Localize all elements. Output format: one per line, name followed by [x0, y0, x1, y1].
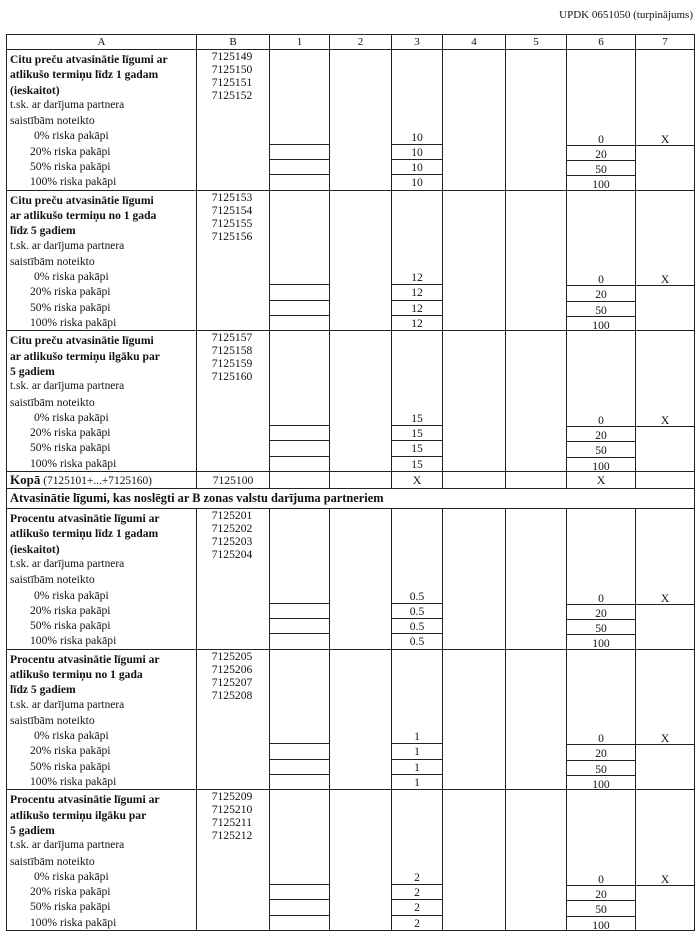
section-description	[7, 790, 197, 931]
row-code: 7125151	[211, 76, 253, 89]
risk-weight-value: 15	[411, 457, 423, 471]
risk-weight-value: 12	[411, 286, 423, 300]
total-col-5[interactable]	[506, 472, 567, 489]
row-divider	[392, 884, 442, 885]
row-divider	[636, 604, 694, 605]
col-header-6: 6	[567, 35, 636, 50]
total-col-7[interactable]	[636, 472, 695, 489]
row-divider	[270, 884, 329, 885]
sections_2-section-0	[7, 509, 695, 650]
sections_1-section-2	[7, 331, 695, 472]
section-description	[7, 509, 197, 650]
col-1-cell[interactable]	[270, 509, 330, 650]
risk-percent-value: 20	[595, 888, 607, 902]
section-title-line: Citu preču atvasinātie līgumi	[10, 193, 154, 207]
row-divider	[270, 899, 329, 900]
risk-label-50: 50% riska pakāpi	[30, 900, 111, 914]
risk-percent-value: 100	[592, 918, 610, 932]
col-3-cell	[392, 190, 443, 331]
section-description	[7, 649, 197, 790]
row-divider	[567, 775, 635, 776]
risk-label-20: 20% riska pakāpi	[30, 885, 111, 899]
section-title-line: līdz 5 gadiem	[10, 224, 76, 238]
risk-label-100: 100% riska pakāpi	[30, 175, 117, 189]
col-6-cell	[567, 509, 636, 650]
risk-label-100: 100% riska pakāpi	[30, 316, 117, 330]
row-divider	[567, 760, 635, 761]
row-code: 7125207	[211, 675, 253, 689]
risk-percent-value: 50	[595, 444, 607, 458]
risk-percent-value: 0	[598, 732, 604, 746]
row-divider	[270, 159, 329, 160]
total-col-2[interactable]	[330, 472, 392, 489]
risk-percent-value: 100	[592, 319, 610, 333]
risk-label-0: 0% riska pakāpi	[34, 129, 109, 143]
derivatives-table	[6, 34, 695, 931]
col-7-cell	[636, 790, 695, 931]
row-divider	[567, 441, 635, 442]
col-6-cell	[567, 331, 636, 472]
col-4-cell[interactable]	[443, 331, 506, 472]
row-code: 7125157	[211, 331, 253, 345]
total-col-6: X	[567, 472, 636, 489]
row-divider	[636, 426, 694, 427]
col-header-1: 1	[270, 35, 330, 50]
total-label-cell	[7, 472, 197, 489]
not-applicable-mark: X	[660, 591, 670, 605]
section-title-line: ar atlikušo termiņu ilgāku par	[10, 349, 160, 363]
risk-weight-value: 0.5	[409, 620, 425, 634]
sections_2-section-1	[7, 649, 695, 790]
row-divider	[567, 285, 635, 286]
risk-percent-value: 0	[598, 132, 604, 146]
risk-label-50: 50% riska pakāpi	[30, 441, 111, 455]
not-applicable-mark: X	[660, 413, 670, 427]
risk-percent-value: 50	[595, 303, 607, 317]
section-title-line: Citu preču atvasinātie līgumi ar	[10, 53, 168, 66]
row-divider	[567, 900, 635, 901]
col-2-cell[interactable]	[330, 509, 392, 650]
row-divider	[270, 300, 329, 301]
risk-weight-value: 12	[411, 301, 423, 315]
row-code: 7125152	[211, 89, 253, 102]
column-header-row	[7, 35, 695, 50]
section-title-line: (ieskaitot)	[10, 83, 60, 97]
risk-percent-value: 20	[595, 147, 607, 161]
total-col-3: X	[392, 472, 443, 489]
section-title-line: līdz 5 gadiem	[10, 683, 76, 697]
row-code: 7125212	[211, 829, 253, 843]
col-5-cell[interactable]	[506, 509, 567, 650]
col-5-cell[interactable]	[506, 190, 567, 331]
col-header-3: 3	[392, 35, 443, 50]
sections_1-section-1	[7, 190, 695, 331]
risk-percent-value: 50	[595, 762, 607, 776]
risk-percent-value: 0	[598, 872, 604, 886]
subtitle-line: t.sk. ar darījuma partnera	[10, 839, 125, 852]
row-divider	[567, 457, 635, 458]
risk-label-100: 100% riska pakāpi	[30, 456, 117, 470]
section-title-line: atlikušo termiņu no 1 gada	[10, 667, 143, 681]
col-6-cell	[567, 190, 636, 331]
col-4-cell[interactable]	[443, 509, 506, 650]
row-code: 7125206	[211, 662, 253, 676]
row-divider	[270, 603, 329, 604]
col-1-cell[interactable]	[270, 790, 330, 931]
risk-percent-value: 20	[595, 288, 607, 302]
row-divider	[270, 915, 329, 916]
col-1-cell[interactable]	[270, 190, 330, 331]
risk-label-20: 20% riska pakāpi	[30, 426, 111, 440]
not-applicable-mark: X	[660, 732, 670, 746]
row-divider	[567, 316, 635, 317]
col-header-b: B	[197, 35, 270, 50]
section-title	[10, 333, 194, 379]
row-divider	[392, 618, 442, 619]
col-4-cell[interactable]	[443, 190, 506, 331]
row-divider	[392, 315, 442, 316]
row-divider	[567, 160, 635, 161]
row-codes	[197, 790, 270, 931]
row-divider	[392, 159, 442, 160]
section-description	[7, 331, 197, 472]
row-divider	[567, 634, 635, 635]
row-divider	[392, 774, 442, 775]
section-title-line: (ieskaitot)	[10, 542, 60, 556]
section-title-line: atlikušo termiņu līdz 1 gadam	[10, 68, 159, 82]
row-divider	[567, 145, 635, 146]
col-3-cell	[392, 649, 443, 790]
risk-label-0: 0% riska pakāpi	[34, 410, 109, 424]
row-divider	[392, 759, 442, 760]
row-divider	[270, 144, 329, 145]
section-title	[10, 511, 194, 557]
risk-weight-value: 10	[411, 161, 423, 175]
section-title-line: Citu preču atvasinātie līgumi	[10, 334, 154, 348]
col-header-4: 4	[443, 35, 506, 50]
risk-weight-value: 15	[411, 411, 423, 425]
risk-label-20: 20% riska pakāpi	[30, 603, 111, 617]
row-code: 7125160	[211, 370, 253, 384]
row-divider	[270, 774, 329, 775]
col-5-cell[interactable]	[506, 50, 567, 191]
row-code: 7125208	[211, 688, 253, 702]
row-divider	[270, 440, 329, 441]
risk-label-0: 0% riska pakāpi	[34, 729, 109, 743]
section-title-line: atlikušo termiņu ilgāku par	[10, 808, 147, 822]
row-divider	[567, 301, 635, 302]
col-6-cell	[567, 790, 636, 931]
row-divider	[270, 759, 329, 760]
risk-label-0: 0% riska pakāpi	[34, 588, 109, 602]
total-col-1[interactable]	[270, 472, 330, 489]
col-4-cell[interactable]	[443, 649, 506, 790]
risk-label-100: 100% riska pakāpi	[30, 634, 117, 648]
subtitle-line: t.sk. ar darījuma partnera	[10, 98, 125, 111]
row-divider	[392, 144, 442, 145]
section-title	[10, 52, 194, 98]
risk-percent-value: 20	[595, 747, 607, 761]
risk-percent-value: 50	[595, 903, 607, 917]
section-title-line: ar atlikušo termiņu no 1 gada	[10, 208, 157, 222]
row-divider	[270, 618, 329, 619]
risk-weight-value: 10	[411, 130, 423, 144]
row-code: 7125150	[211, 63, 253, 76]
not-applicable-mark: X	[660, 273, 670, 287]
col-6-cell	[567, 649, 636, 790]
row-divider	[392, 915, 442, 916]
row-codes	[197, 509, 270, 650]
row-codes	[197, 190, 270, 331]
section-subtitle	[10, 838, 194, 869]
risk-label-20: 20% riska pakāpi	[30, 744, 111, 758]
sections_2-section-2	[7, 790, 695, 931]
row-codes	[197, 331, 270, 472]
section-description	[7, 50, 197, 191]
subtitle-line: saistībām noteikto	[10, 854, 95, 868]
col-header-2: 2	[330, 35, 392, 50]
risk-percent-value: 100	[592, 778, 610, 792]
risk-percent-value: 50	[595, 163, 607, 177]
row-codes	[197, 649, 270, 790]
risk-weight-value: 12	[411, 271, 423, 285]
row-divider	[270, 284, 329, 285]
section-subtitle	[10, 239, 194, 270]
row-divider	[270, 315, 329, 316]
row-code: 7125156	[211, 229, 253, 243]
subtitle-line: saistībām noteikto	[10, 114, 95, 128]
total-label: Kopā	[10, 472, 41, 488]
row-divider	[567, 885, 635, 886]
row-divider	[270, 174, 329, 175]
section-title	[10, 792, 194, 838]
row-divider	[392, 300, 442, 301]
subtitle-line: saistībām noteikto	[10, 254, 95, 268]
row-code: 7125209	[211, 790, 253, 804]
col-3-cell	[392, 50, 443, 191]
form-code: UPDK 0651050 (turpinājums)	[559, 9, 693, 21]
risk-percent-value: 20	[595, 429, 607, 443]
risk-percent-value: 0	[598, 273, 604, 287]
risk-weight-value: 1	[414, 760, 420, 774]
risk-weight-value: 0.5	[409, 635, 425, 649]
risk-weight-value: 2	[414, 870, 420, 884]
risk-weight-value: 10	[411, 145, 423, 159]
row-code: 7125210	[211, 803, 253, 817]
row-code: 7125203	[211, 535, 253, 549]
row-divider	[270, 633, 329, 634]
section-title-line: 5 gadiem	[10, 364, 55, 378]
row-divider	[636, 145, 694, 146]
section-title	[10, 652, 194, 698]
subtitle-line: saistībām noteikto	[10, 395, 95, 409]
col-6-cell	[567, 50, 636, 191]
risk-weight-value: 1	[414, 745, 420, 759]
row-divider	[636, 744, 694, 745]
section-title	[10, 193, 194, 239]
risk-weight-value: 1	[414, 730, 420, 744]
risk-label-20: 20% riska pakāpi	[30, 285, 111, 299]
row-code: 7125159	[211, 357, 253, 371]
risk-percent-value: 100	[592, 637, 610, 651]
risk-label-0: 0% riska pakāpi	[34, 869, 109, 883]
risk-weight-value: 0.5	[409, 604, 425, 618]
row-divider	[567, 175, 635, 176]
col-7-cell	[636, 190, 695, 331]
risk-weight-value: 2	[414, 916, 420, 930]
subtitle-line: t.sk. ar darījuma partnera	[10, 239, 125, 252]
risk-label-0: 0% riska pakāpi	[34, 270, 109, 284]
row-divider	[392, 284, 442, 285]
col-header-a: A	[7, 35, 197, 50]
row-code: 7125154	[211, 203, 253, 217]
risk-label-50: 50% riska pakāpi	[30, 619, 111, 633]
row-code: 7125155	[211, 216, 253, 230]
total-code: 7125100	[197, 472, 270, 489]
zone-b-band-title: Atvasinātie līgumi, kas noslēgti ar B zonas valstu darījuma partneriem	[7, 489, 695, 509]
col-header-5: 5	[506, 35, 567, 50]
row-divider	[567, 744, 635, 745]
row-divider	[636, 885, 694, 886]
col-1-cell[interactable]	[270, 50, 330, 191]
row-code: 7125202	[211, 522, 253, 536]
col-2-cell[interactable]	[330, 190, 392, 331]
risk-weight-value: 10	[411, 176, 423, 190]
capital-requirement-form	[6, 34, 694, 931]
risk-percent-value: 0	[598, 591, 604, 605]
col-1-cell[interactable]	[270, 649, 330, 790]
subtitle-line: t.sk. ar darījuma partnera	[10, 557, 125, 570]
risk-weight-value: 0.5	[409, 589, 425, 603]
row-divider	[392, 456, 442, 457]
risk-label-50: 50% riska pakāpi	[30, 300, 111, 314]
risk-percent-value: 20	[595, 606, 607, 620]
row-divider	[270, 425, 329, 426]
risk-label-50: 50% riska pakāpi	[30, 160, 111, 174]
col-2-cell[interactable]	[330, 790, 392, 931]
col-7-cell	[636, 50, 695, 191]
section-description	[7, 190, 197, 331]
subtitle-line: t.sk. ar darījuma partnera	[10, 698, 125, 711]
risk-label-100: 100% riska pakāpi	[30, 775, 117, 789]
row-divider	[392, 425, 442, 426]
col-4-cell[interactable]	[443, 790, 506, 931]
risk-label-100: 100% riska pakāpi	[30, 915, 117, 929]
col-7-cell	[636, 331, 695, 472]
row-divider	[392, 899, 442, 900]
risk-percent-value: 50	[595, 622, 607, 636]
risk-weight-value: 15	[411, 427, 423, 441]
subtitle-line: t.sk. ar darījuma partnera	[10, 380, 125, 393]
col-2-cell[interactable]	[330, 649, 392, 790]
not-applicable-mark: X	[660, 132, 670, 146]
section-title-line: Procentu atvasinātie līgumi ar	[10, 652, 160, 666]
row-code: 7125205	[211, 649, 253, 663]
risk-percent-value: 100	[592, 459, 610, 473]
zone-b-band-row	[7, 489, 695, 509]
col-7-cell	[636, 509, 695, 650]
row-codes	[197, 50, 270, 191]
col-5-cell[interactable]	[506, 790, 567, 931]
row-code: 7125204	[211, 548, 253, 562]
section-subtitle	[10, 379, 194, 410]
risk-label-50: 50% riska pakāpi	[30, 759, 111, 773]
col-5-cell[interactable]	[506, 649, 567, 790]
row-divider	[567, 916, 635, 917]
row-divider	[567, 426, 635, 427]
total-col-4[interactable]	[443, 472, 506, 489]
risk-percent-value: 100	[592, 178, 610, 192]
col-2-cell[interactable]	[330, 331, 392, 472]
row-code: 7125153	[211, 190, 253, 204]
row-code: 7125211	[211, 816, 253, 830]
col-header-7: 7	[636, 35, 695, 50]
row-divider	[392, 440, 442, 441]
col-4-cell[interactable]	[443, 50, 506, 191]
row-code: 7125201	[211, 509, 253, 523]
col-1-cell[interactable]	[270, 331, 330, 472]
row-divider	[392, 743, 442, 744]
row-code: 7125149	[211, 50, 253, 63]
section-title-line: 5 gadiem	[10, 823, 55, 837]
section-subtitle	[10, 98, 194, 129]
section-subtitle	[10, 698, 194, 729]
section-title-line: Procentu atvasinātie līgumi ar	[10, 512, 160, 526]
row-code: 7125158	[211, 344, 253, 358]
row-divider	[270, 743, 329, 744]
row-divider	[392, 633, 442, 634]
col-7-cell	[636, 649, 695, 790]
row-divider	[270, 456, 329, 457]
subtitle-line: saistībām noteikto	[10, 573, 95, 587]
sections_1-section-0	[7, 50, 695, 191]
section-title-line: Procentu atvasinātie līgumi ar	[10, 793, 160, 807]
not-applicable-mark: X	[660, 872, 670, 886]
risk-weight-value: 15	[411, 442, 423, 456]
row-divider	[567, 619, 635, 620]
col-3-cell	[392, 331, 443, 472]
row-divider	[392, 174, 442, 175]
total-formula: (7125101+...+7125160)	[43, 475, 152, 488]
risk-percent-value: 0	[598, 413, 604, 427]
risk-weight-value: 2	[414, 886, 420, 900]
col-3-cell	[392, 509, 443, 650]
row-divider	[392, 603, 442, 604]
row-divider	[567, 604, 635, 605]
risk-weight-value: 1	[414, 776, 420, 790]
row-divider	[636, 285, 694, 286]
section-title-line: atlikušo termiņu līdz 1 gadam	[10, 527, 159, 541]
subtitle-line: saistībām noteikto	[10, 713, 95, 727]
section-subtitle	[10, 557, 194, 588]
col-3-cell	[392, 790, 443, 931]
total-row	[7, 472, 695, 489]
risk-weight-value: 12	[411, 317, 423, 331]
risk-label-20: 20% riska pakāpi	[30, 144, 111, 158]
risk-weight-value: 2	[414, 901, 420, 915]
col-5-cell[interactable]	[506, 331, 567, 472]
col-2-cell[interactable]	[330, 50, 392, 191]
